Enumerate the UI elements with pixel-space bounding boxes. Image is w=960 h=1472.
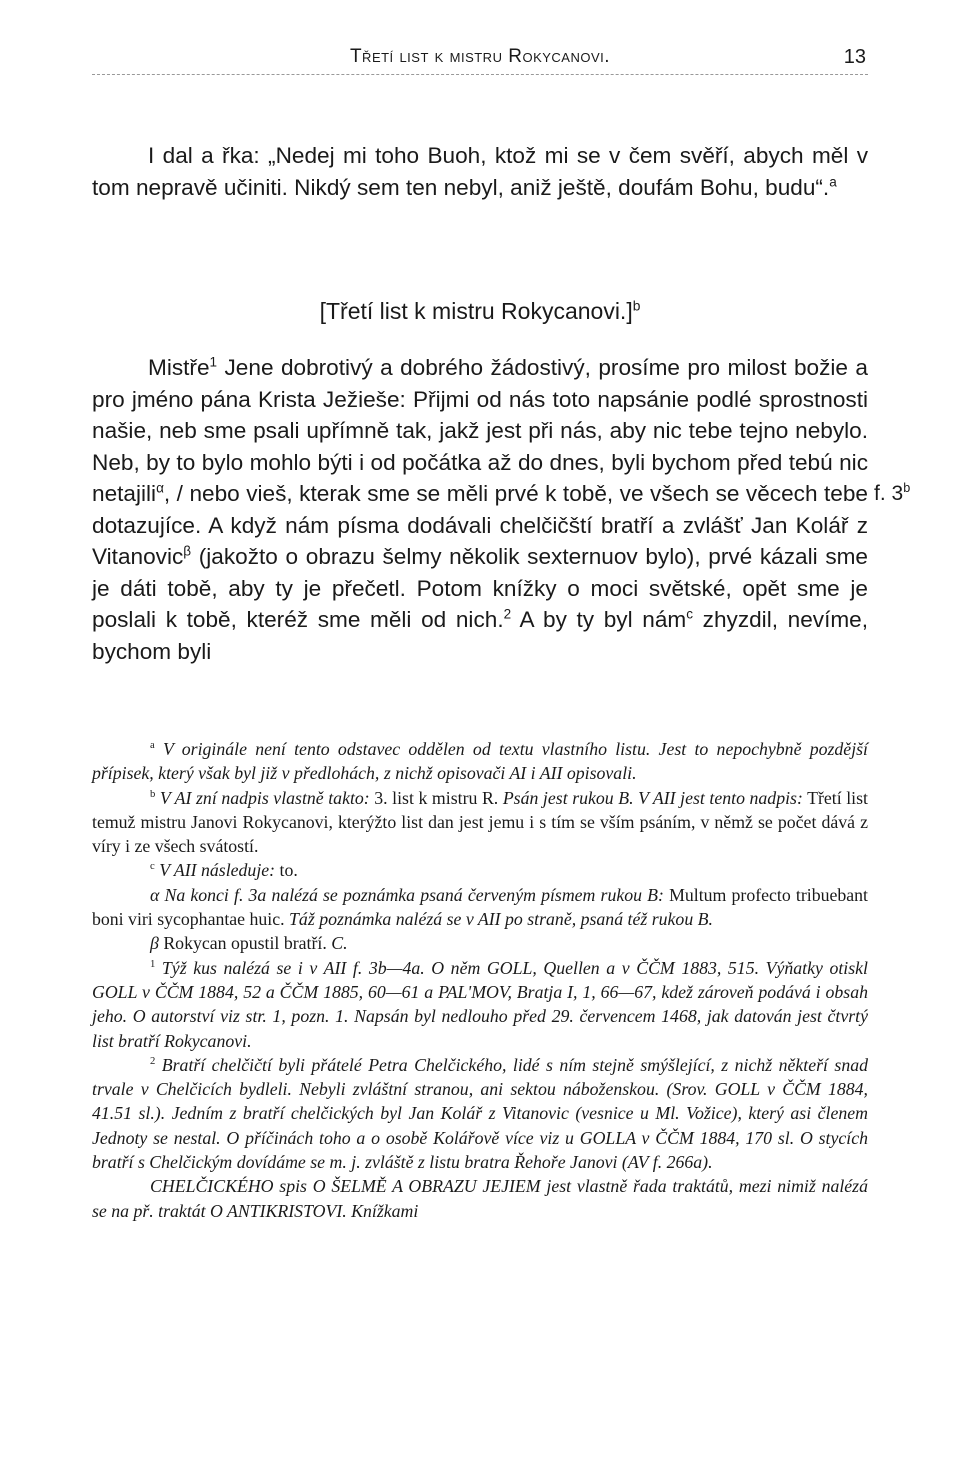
footnote-2-continued: CHELČICKÉHO spis O ŠELMĚ A OBRAZU JEJIEM jest vlastně řada traktátů, mezi nimiž nalézá se na př. traktát O ANTIKRISTOVI. Knížkami xyxy=(92,1176,868,1221)
letter-text-part-d: A by ty byl nám xyxy=(511,607,687,632)
footnote-c: $^c$ V AII následuje: to. xyxy=(150,860,298,881)
footnote-mark-beta: β xyxy=(183,543,192,559)
footnote-b: $^b$ V AI zní nadpis vlastně takto: 3. list k mistru R. Psán jest rukou B. V AII jest tento nadpis: Třetí list temuž mistru Janovi Rokycanovi, kterýžto list dan jest jemu i s tím se vším psáním, v němž se počet dává z víry i ze všech svátostí. xyxy=(92,787,868,857)
letter-title xyxy=(92,298,868,325)
running-title: Třetí list k mistru Rokycanovi. xyxy=(349,46,611,67)
header-rule xyxy=(92,74,868,75)
letter-text-part-b: , / nebo vieš, kterak sme se měli prvé k tobě, ve všech se věcech tebe dotazujíce. A když nám písma dodávali chelčičští bratří a zvlášť Jan Kolář z Vitanovic xyxy=(92,481,868,569)
letter-text-part-c: (jakožto o obrazu šelmy několik sexternuov bylo), prvé kázali sme je dáti tobě, aby ty je přečetl. Potom knížky o moci světské, opět sme je poslali k tobě, kteréž sme měli od nich. xyxy=(92,544,868,632)
letter-text-part-e: zhyzdil, nevíme, bychom byli xyxy=(92,607,869,664)
footnote-1: $^1$ Týž kus nalézá se i v AII f. 3b—4a. O něm GOLL, Quellen a v ČČM 1883, 515. Výňatky otiskl GOLL v ČČM 1884, 52 a ČČM 1885, 60—61 a PAL'MOV, Bratja I, 1, 66—67, kdež zároveň podává i obsah jeho. O autorství viz str. 1, pozn. 1. Napsán byl nedlouho před 29. červencem 1468, jak datován jest čtvrtý list bratří Rokycanovi. xyxy=(92,957,868,1051)
folio-margin-note xyxy=(874,482,910,506)
footnote-mark-alpha: α xyxy=(156,480,164,496)
paragraph-preface-text: I dal a řka: „Nedej mi toho Buoh, ktož mi se v čem svěří, abych měl v tom nepravě učiniti. Nikdý sem ten nebyl, aniž ještě, doufám Bohu, budu“. xyxy=(92,143,868,200)
footnote-2: $^2$ Bratří chelčičtí byli přátelé Petra Chelčického, lidé s ním stejně smýšlející, z nichž někteří snad trvale v Chelčicích bydleli. Nebyli zvláštní stranou, ani sektou náboženskou. (Srov. GOLL v ČČM 1884, 41.51 sl.). Jedním z bratří chelčických byl Jan Kolář z Vitanovic (vesnice u Ml. Vožice), který asi členem Jednoty se nestal. O příčinách toho a o osobě Kolářově více viz u GOLLA v ČČM 1884, 170 sl. O stycích bratří s Chelčickým dovídáme se m. j. zvláště z listu bratra Řehoře Janovi (AV f. 266a). xyxy=(92,1054,869,1173)
footnote-a: $^a$ V originále není tento odstavec oddělen od textu vlastního listu. Jest to nepochybně pozdější přípisek, který však byl již v předlohách, z nichž opisovači AI i AII opisovali. xyxy=(92,739,868,784)
letter-salutation: Mistře xyxy=(148,355,210,380)
page-header xyxy=(92,46,868,74)
footnotes xyxy=(92,737,868,1223)
letter-text-part-a: Jene dobrotivý a dobrého žádostivý, prosíme pro milost božie a pro jméno pána Krista Ježieše: Přijmi od nás toto napsánie podlé sprostnosti našie, neb sme psali upřímně tak, jakž jest při nás, aby nic tebe tejno nebylo. Neb, by to bylo mohlo býti i od počátka až do dnes, byli bychom před tebú nic netajili xyxy=(92,355,868,506)
footnote-beta: β Rokycan opustil bratří. C. xyxy=(150,933,348,954)
footnote-mark-b: b xyxy=(632,298,641,314)
paragraph-preface xyxy=(92,140,868,203)
footnote-mark-2: 2 xyxy=(503,606,512,622)
paragraph-letter xyxy=(92,352,868,667)
folio-label: f. 3 xyxy=(874,482,904,505)
footnote-mark-c: c xyxy=(686,606,694,622)
page-number: 13 xyxy=(843,46,866,68)
footnote-alpha: α Na konci f. 3a nalézá se poznámka psaná červeným písmem rukou B: Multum profecto tribuebant boni viri sycophantae huic. Táž poznámka nalézá se v AII po straně, psaná též rukou B. xyxy=(92,884,868,930)
letter-title-text: [Třetí list k mistru Rokycanovi.] xyxy=(319,298,633,324)
footnote-mark-1: 1 xyxy=(209,354,218,370)
folio-side: b xyxy=(903,481,911,495)
footnote-mark-a: a xyxy=(829,173,837,189)
